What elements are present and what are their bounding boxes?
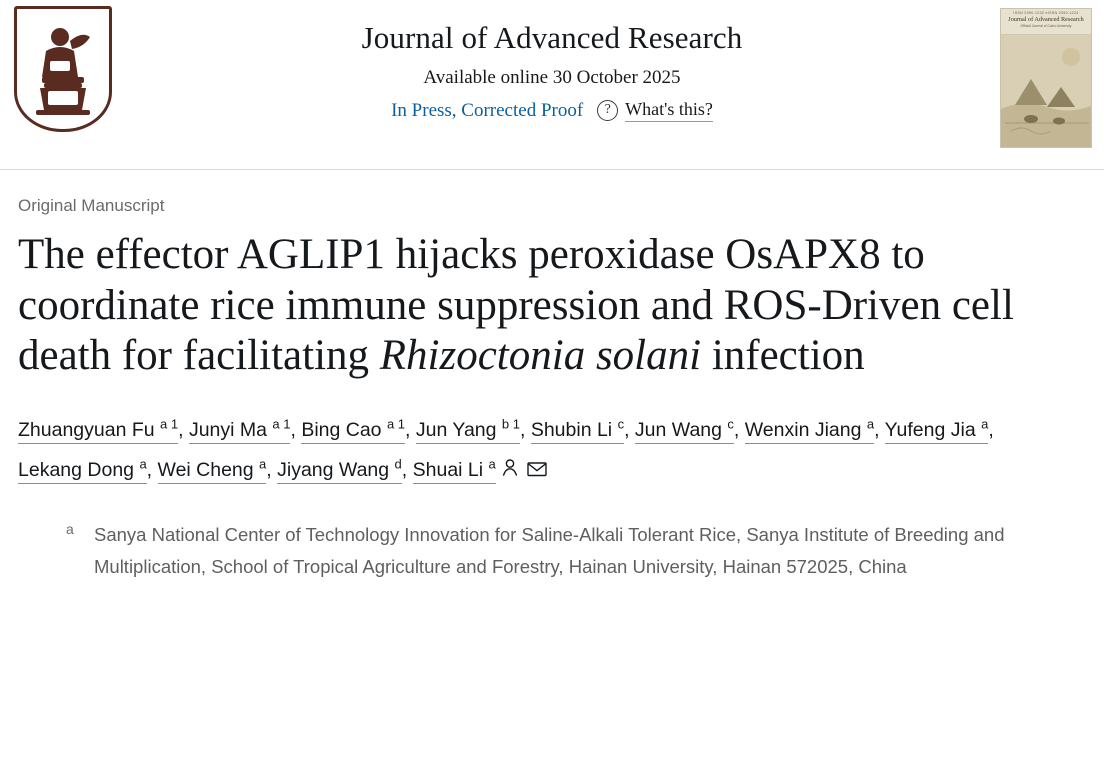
affiliation-list xyxy=(18,519,1086,583)
crest-figure-icon xyxy=(26,21,100,121)
author-name: Shubin Li xyxy=(530,419,618,442)
author-affiliation-marker: b 1 xyxy=(501,416,520,432)
author-affiliation-marker: c xyxy=(727,416,734,432)
journal-masthead xyxy=(0,0,1104,170)
cover-issn: ISSN 2090-1232 eISSN 2090-1224 xyxy=(1013,11,1079,15)
masthead-center xyxy=(150,18,954,122)
author-6[interactable] xyxy=(634,416,734,444)
person-icon[interactable] xyxy=(501,451,519,491)
corresponding-author-icons xyxy=(501,451,547,491)
author-affiliation-marker: a xyxy=(866,416,875,432)
title-part-1: The effector AGLIP1 hijacks peroxidase OsAPX8 to coordinate rice immune suppression and ROS-Driven cell death for facilitating xyxy=(18,231,1014,380)
author-affiliation-marker: a xyxy=(139,456,147,472)
author-9[interactable] xyxy=(18,456,147,484)
whats-this-group[interactable] xyxy=(597,99,713,122)
author-separator: , xyxy=(733,419,745,442)
author-name: Wenxin Jiang xyxy=(744,419,867,442)
author-separator: , xyxy=(988,419,994,442)
author-separator: , xyxy=(146,459,158,482)
author-separator: , xyxy=(405,419,416,442)
author-name: Zhuangyuan Fu xyxy=(18,419,161,442)
author-separator: , xyxy=(266,459,278,482)
journal-cover-thumbnail[interactable] xyxy=(1000,8,1092,148)
envelope-icon[interactable] xyxy=(527,451,547,491)
journal-crest-icon[interactable] xyxy=(14,6,112,132)
author-4[interactable] xyxy=(415,416,520,444)
journal-title: Journal of Advanced Research xyxy=(361,20,743,55)
author-7[interactable] xyxy=(744,416,875,444)
author-affiliation-marker: a xyxy=(259,456,267,472)
author-name: Jun Yang xyxy=(415,419,502,442)
cover-title: Journal of Advanced Research xyxy=(1008,16,1084,23)
title-species-italic: Rhizoctonia solani xyxy=(379,332,702,380)
author-separator: , xyxy=(874,419,885,442)
author-name: Junyi Ma xyxy=(188,419,273,442)
article-header-content xyxy=(0,170,1104,583)
cover-illustration-icon xyxy=(1001,35,1092,147)
author-affiliation-marker: a xyxy=(488,456,496,472)
author-name: Jiyang Wang xyxy=(277,459,395,482)
author-separator: , xyxy=(519,419,531,442)
help-question-icon[interactable]: ? xyxy=(597,100,618,121)
author-separator: , xyxy=(178,419,189,442)
cover-subtitle: Official Journal of Cairo University xyxy=(1020,24,1072,28)
author-name: Yufeng Jia xyxy=(884,419,982,442)
author-name: Jun Wang xyxy=(634,419,728,442)
available-online: Available online 30 October 2025 xyxy=(423,67,681,88)
author-separator: , xyxy=(401,459,413,482)
page-title xyxy=(18,230,1068,382)
author-name: Lekang Dong xyxy=(18,459,140,482)
author-10[interactable] xyxy=(157,456,267,484)
author-affiliation-marker: a 1 xyxy=(272,416,291,432)
author-name: Shuai Li xyxy=(412,459,489,482)
cover-artwork xyxy=(1001,35,1091,147)
document-type-label: Original Manuscript xyxy=(18,196,165,215)
author-affiliation-marker: c xyxy=(617,416,625,432)
author-separator: , xyxy=(624,419,635,442)
press-status-row xyxy=(150,99,954,122)
cover-header xyxy=(1001,9,1091,35)
author-affiliation-marker: a 1 xyxy=(386,416,406,432)
title-part-2: infection xyxy=(701,332,865,380)
author-separator: , xyxy=(290,419,302,442)
author-3[interactable] xyxy=(301,416,406,444)
author-5[interactable] xyxy=(530,416,625,444)
affiliation-a xyxy=(66,519,1086,583)
author-8[interactable] xyxy=(884,416,989,444)
in-press-status: In Press, Corrected Proof xyxy=(391,99,584,121)
author-affiliation-marker: a 1 xyxy=(160,416,179,432)
author-list xyxy=(18,410,1086,491)
author-name: Bing Cao xyxy=(301,419,387,442)
author-1[interactable] xyxy=(18,416,179,444)
author-11[interactable] xyxy=(277,456,402,484)
affiliation-marker: a xyxy=(66,521,74,538)
author-name: Wei Cheng xyxy=(157,459,260,482)
whats-this-link[interactable]: What's this? xyxy=(625,99,713,122)
author-12[interactable] xyxy=(412,456,496,484)
author-2[interactable] xyxy=(188,416,291,444)
author-affiliation-marker: a xyxy=(981,416,989,432)
author-affiliation-marker: d xyxy=(394,456,402,472)
affiliation-text: Sanya National Center of Technology Innovation for Saline-Alkali Tolerant Rice, Sanya Institute of Breeding and Multiplication, School of Tropical Agriculture and Forestry, Hainan University, Hainan 572025, China xyxy=(94,524,1005,578)
